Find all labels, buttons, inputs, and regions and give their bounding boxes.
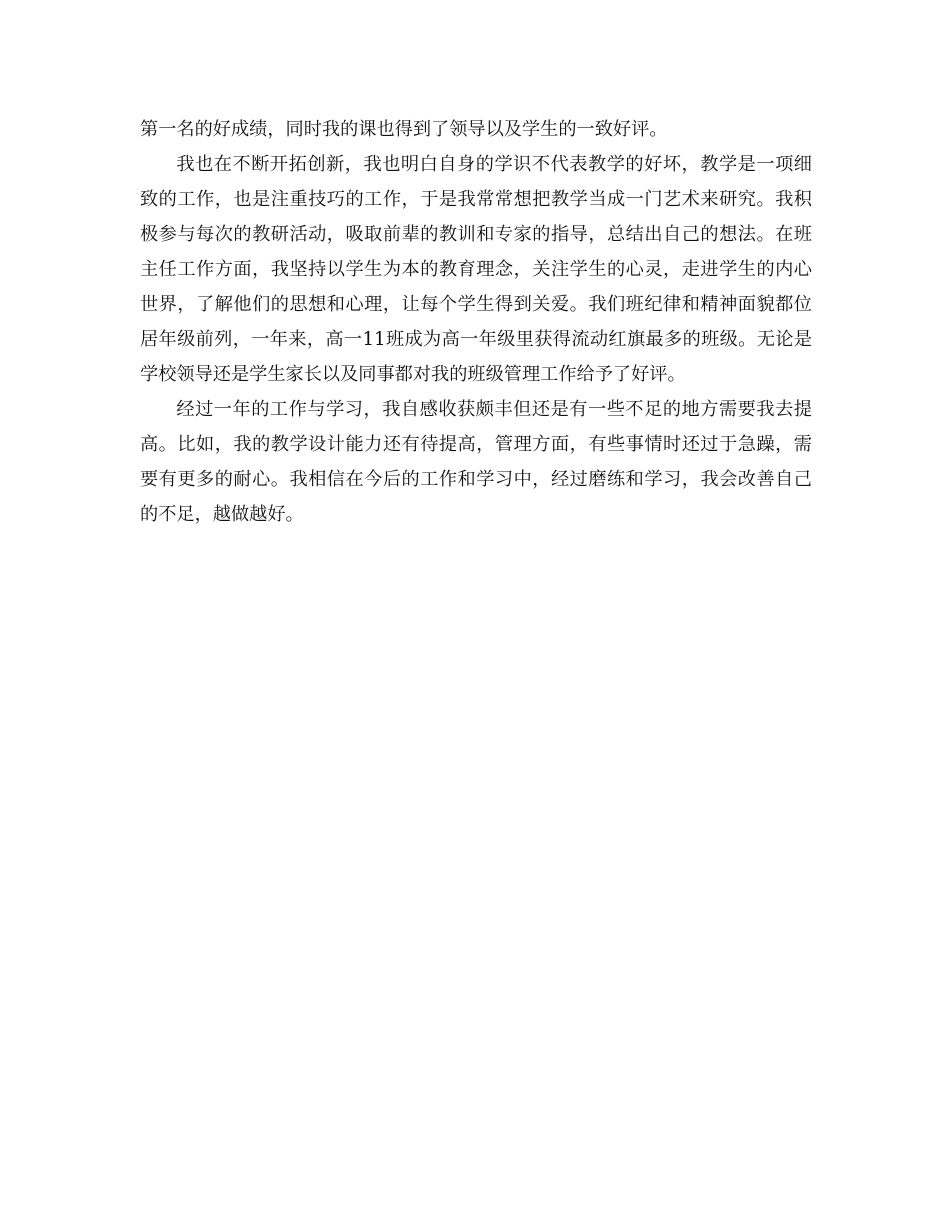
paragraph-continuation: 第一名的好成绩，同时我的课也得到了领导以及学生的一致好评。 [140,119,668,140]
paragraph-innovation: 我也在不断开拓创新，我也明白自身的学识不代表教学的好坏，教学是一项细致的工作，也是注重技巧的工作，于是我常常想把教学当成一门艺术来研究。我积极参与每次的教研活动，吸取前辈的教训和专家的指导，总结出自己的想法。在班主任工作方面，我坚持以学生为本的教育理念，关注学生的心灵，走进学生的内心世界，了解他们的思想和心理，让每个学生得到关爱。我们班纪律和精神面貌都位居年级前列，一年来，高一11班成为高一年级里获得流动红旗最多的班级。无论是学校领导还是学生家长以及同事都对我的班级管理工作给予了好评。 [140,154,812,385]
paragraph-reflection: 经过一年的工作与学习，我自感收获颇丰但还是有一些不足的地方需要我去提高。比如，我的教学设计能力还有待提高，管理方面，有些事情时还过于急躁，需要有更多的耐心。我相信在今后的工作和学习中，经过磨练和学习，我会改善自己的不足，越做越好。 [140,399,812,525]
document-body [140,112,812,532]
